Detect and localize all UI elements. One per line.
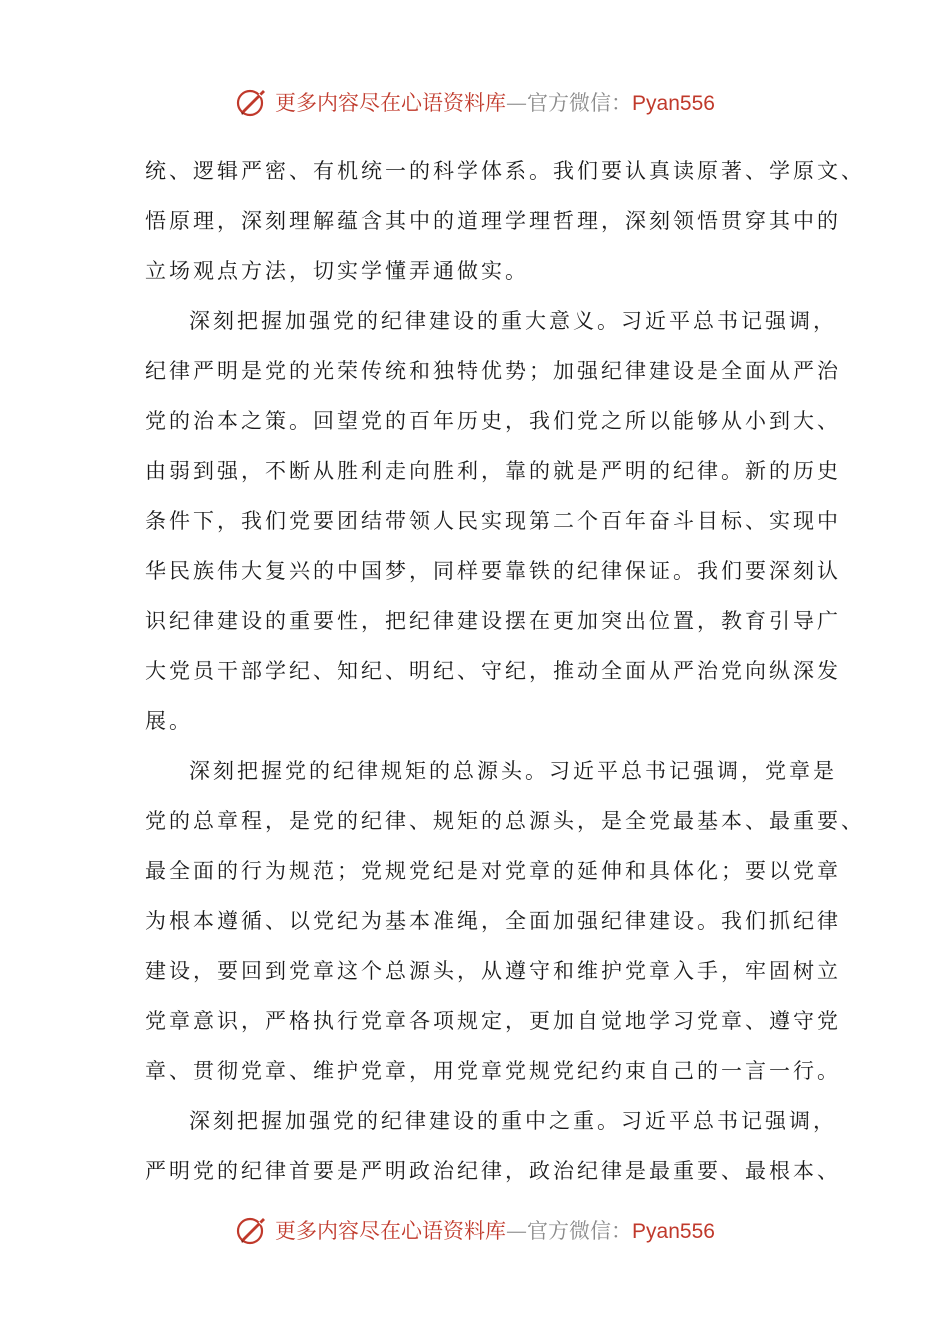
paragraph-first-line: 深刻把握加强党的纪律建设的重中之重。习近平总书记强调，: [189, 1109, 837, 1133]
text-line: 悟原理，深刻理解蕴含其中的道理学理哲理，深刻领悟贯穿其中的: [145, 209, 841, 233]
text-line: 党的治本之策。回望党的百年历史，我们党之所以能够从小到大、: [145, 409, 841, 433]
document-body: [145, 146, 865, 1196]
text-line: 为根本遵循、以党纪为基本准绳，全面加强纪律建设。我们抓纪律: [145, 909, 841, 933]
text-line: 党章意识，严格执行党章各项规定，更加自觉地学习党章、遵守党: [145, 1009, 841, 1033]
text-line: 严明党的纪律首要是严明政治纪律，政治纪律是最重要、最根本、: [145, 1159, 841, 1183]
banner-text: [275, 1215, 715, 1245]
paragraph-first-line: 深刻把握党的纪律规矩的总源头。习近平总书记强调，党章是: [189, 759, 837, 783]
banner-dash: —: [506, 1219, 528, 1243]
wechat-label: 官方微信：: [527, 1219, 633, 1243]
text-line: 纪律严明是党的光荣传统和独特优势；加强纪律建设是全面从严治: [145, 359, 841, 383]
text-line: 建设，要回到党章这个总源头，从遵守和维护党章入手，牢固树立: [145, 959, 841, 983]
text-line: 大党员干部学纪、知纪、明纪、守纪，推动全面从严治党向纵深发: [145, 659, 841, 683]
pen-logo-icon: [235, 85, 269, 119]
wechat-label: 官方微信：: [527, 91, 633, 115]
text-line: 章、贯彻党章、维护党章，用党章党规党纪约束自己的一言一行。: [145, 1059, 841, 1083]
text-line: 立场观点方法，切实学懂弄通做实。: [145, 259, 529, 283]
banner-slogan: 更多内容尽在心语资料库: [275, 91, 507, 115]
footer-banner: [0, 1210, 950, 1250]
text-line: 条件下，我们党要团结带领人民实现第二个百年奋斗目标、实现中: [145, 509, 841, 533]
text-line: 识纪律建设的重要性，把纪律建设摆在更加突出位置，教育引导广: [145, 609, 841, 633]
text-line: 党的总章程，是党的纪律、规矩的总源头，是全党最基本、最重要、: [145, 809, 865, 833]
pen-logo-icon: [235, 1213, 269, 1247]
header-banner: [0, 82, 950, 122]
text-line: 最全面的行为规范；党规党纪是对党章的延伸和具体化；要以党章: [145, 859, 841, 883]
text-line: 由弱到强，不断从胜利走向胜利，靠的就是严明的纪律。新的历史: [145, 459, 841, 483]
text-line: 统、逻辑严密、有机统一的科学体系。我们要认真读原著、学原文、: [145, 159, 865, 183]
text-line: 展。: [145, 709, 193, 733]
text-line: 华民族伟大复兴的中国梦，同样要靠铁的纪律保证。我们要深刻认: [145, 559, 841, 583]
paragraph-first-line: 深刻把握加强党的纪律建设的重大意义。习近平总书记强调，: [189, 309, 837, 333]
banner-dash: —: [506, 91, 528, 115]
wechat-id: Pyan556: [632, 1220, 715, 1243]
banner-slogan: 更多内容尽在心语资料库: [275, 1219, 507, 1243]
banner-text: [275, 87, 715, 117]
wechat-id: Pyan556: [632, 92, 715, 115]
